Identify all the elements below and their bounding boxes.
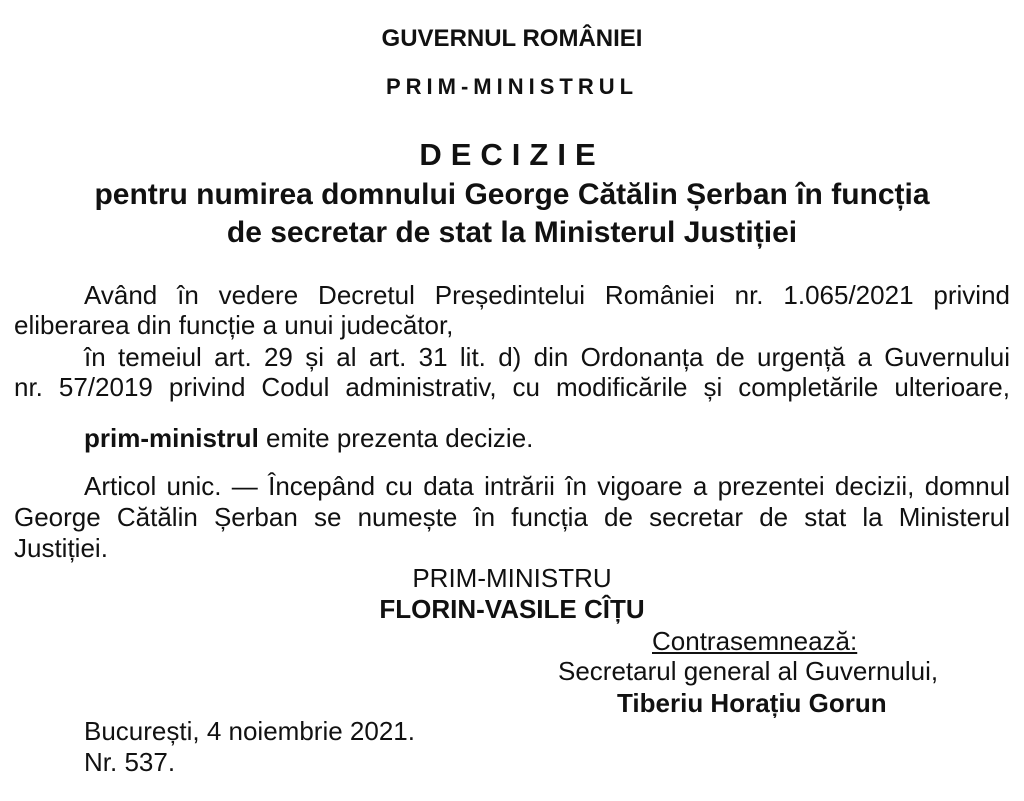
signature-name: FLORIN-VASILE CÎȚU	[379, 594, 645, 624]
document-number: Nr. 537.	[84, 747, 176, 777]
paragraph-3	[84, 423, 533, 453]
paragraph-2-line-1: în temeiul art. 29 și al art. 31 lit. d) din Ordonanța de urgență a Guvernului	[84, 342, 1010, 372]
paragraph-1-line-2: eliberarea din funcție a unui judecător,	[14, 310, 454, 340]
article-line-3: Justiției.	[14, 533, 108, 563]
place-date: București, 4 noiembrie 2021.	[84, 716, 415, 746]
document-type-title: DECIZIE	[419, 137, 605, 172]
paragraph-1-line-1: Având în vedere Decretul Președintelui României nr. 1.065/2021 privind	[84, 280, 1010, 310]
office-heading: PRIM-MINISTRUL	[385, 74, 639, 99]
document-title-line-2: de secretar de stat la Ministerul Justiției	[226, 216, 798, 249]
countersign-role: Secretarul general al Guvernului,	[558, 656, 939, 686]
article-line-1: Articol unic. — Începând cu data intrării în vigoare a prezentei decizii, domnul	[84, 471, 1010, 501]
paragraph-3-rest: emite prezenta decizie.	[258, 423, 534, 453]
countersign-label: Contrasemnează:	[652, 626, 858, 656]
document-title-line-1: pentru numirea domnului George Cătălin Șerban în funcția	[94, 178, 930, 211]
countersign-name: Tiberiu Horațiu Gorun	[617, 688, 887, 718]
institution-heading: GUVERNUL ROMÂNIEI	[381, 25, 643, 52]
paragraph-3-bold: prim-ministrul	[84, 423, 259, 453]
paragraph-2-line-2: nr. 57/2019 privind Codul administrativ, cu modificările și completările ulterioare,	[14, 372, 1010, 402]
signature-role: PRIM-MINISTRU	[412, 563, 612, 593]
article-line-2: George Cătălin Șerban se numește în funcția de secretar de stat la Ministerul	[14, 502, 1010, 532]
